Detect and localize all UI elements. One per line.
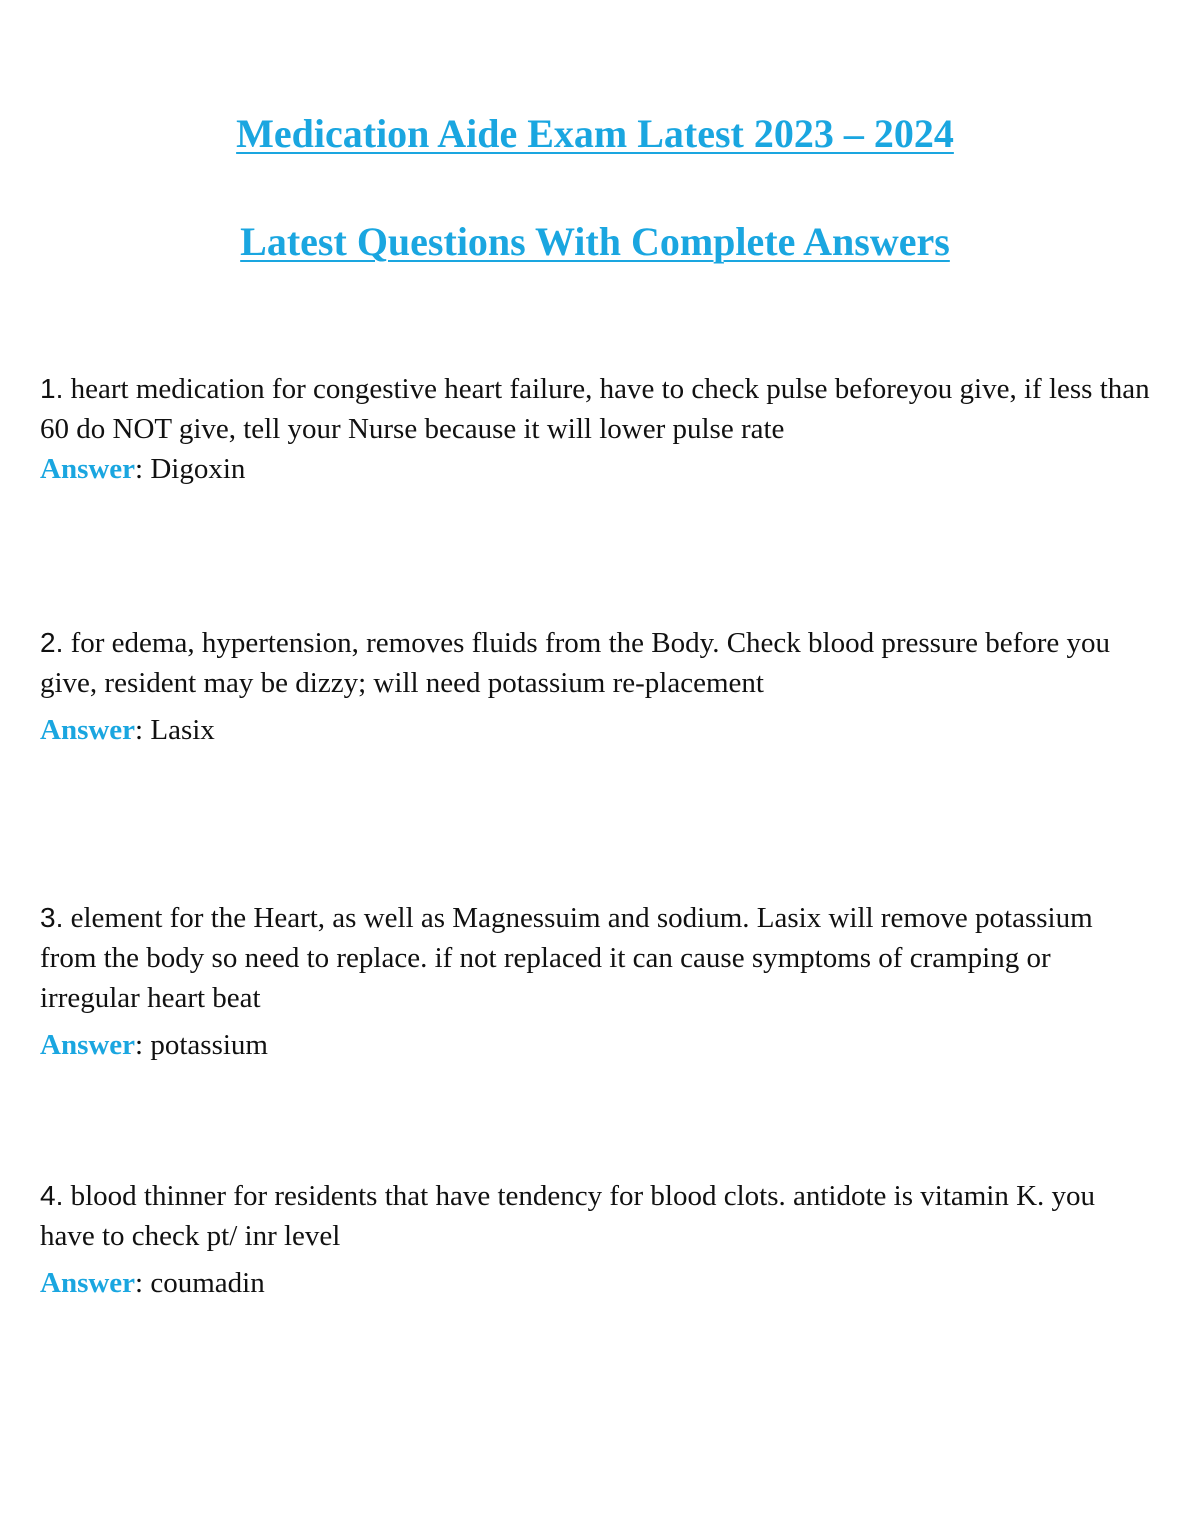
answer-value: coumadin bbox=[150, 1267, 265, 1299]
document-title bbox=[0, 110, 1190, 158]
answer-label: Answer bbox=[40, 714, 136, 746]
answer-separator: : bbox=[135, 1029, 151, 1061]
question-number: 2. bbox=[40, 627, 64, 658]
answer-separator: : bbox=[135, 714, 151, 746]
question-number: 3. bbox=[40, 902, 64, 933]
question-body: blood thinner for residents that have tendency for blood clots. antidote is vitamin K. you have to check pt/ inr level bbox=[40, 1180, 1096, 1252]
question-text bbox=[40, 369, 1150, 449]
question-item-3 bbox=[40, 898, 1150, 1065]
answer-line bbox=[40, 449, 1150, 489]
title-line-2: Latest Questions With Complete Answers bbox=[240, 219, 950, 264]
answer-separator: : bbox=[135, 453, 151, 485]
question-item-2 bbox=[40, 623, 1150, 750]
question-body: for edema, hypertension, removes fluids from the Body. Check blood pressure before you give, resident may be dizzy; will need potassium re-placement bbox=[40, 627, 1111, 699]
answer-line bbox=[40, 710, 1150, 750]
answer-line bbox=[40, 1263, 1150, 1303]
question-body: element for the Heart, as well as Magnessuim and sodium. Lasix will remove potassium from the body so need to replace. if not replaced it can cause symptoms of cramping or irregular heart beat bbox=[40, 902, 1093, 1014]
title-line-1: Medication Aide Exam Latest 2023 – 2024 bbox=[236, 111, 954, 156]
answer-line bbox=[40, 1025, 1150, 1065]
question-number: 1. bbox=[40, 373, 64, 404]
answer-separator: : bbox=[135, 1267, 151, 1299]
question-body: heart medication for congestive heart failure, have to check pulse beforeyou give, if less than 60 do NOT give, tell your Nurse because it will lower pulse rate bbox=[40, 373, 1150, 445]
question-text bbox=[40, 898, 1150, 1018]
question-text bbox=[40, 1176, 1150, 1256]
answer-label: Answer bbox=[40, 453, 136, 485]
answer-value: Lasix bbox=[150, 714, 215, 746]
question-item-1 bbox=[40, 369, 1150, 489]
question-item-4 bbox=[40, 1176, 1150, 1303]
question-number: 4. bbox=[40, 1180, 64, 1211]
answer-label: Answer bbox=[40, 1267, 136, 1299]
answer-label: Answer bbox=[40, 1029, 136, 1061]
question-text bbox=[40, 623, 1150, 703]
document-subtitle bbox=[0, 218, 1190, 266]
answer-value: Digoxin bbox=[150, 453, 246, 485]
answer-value: potassium bbox=[150, 1029, 268, 1061]
